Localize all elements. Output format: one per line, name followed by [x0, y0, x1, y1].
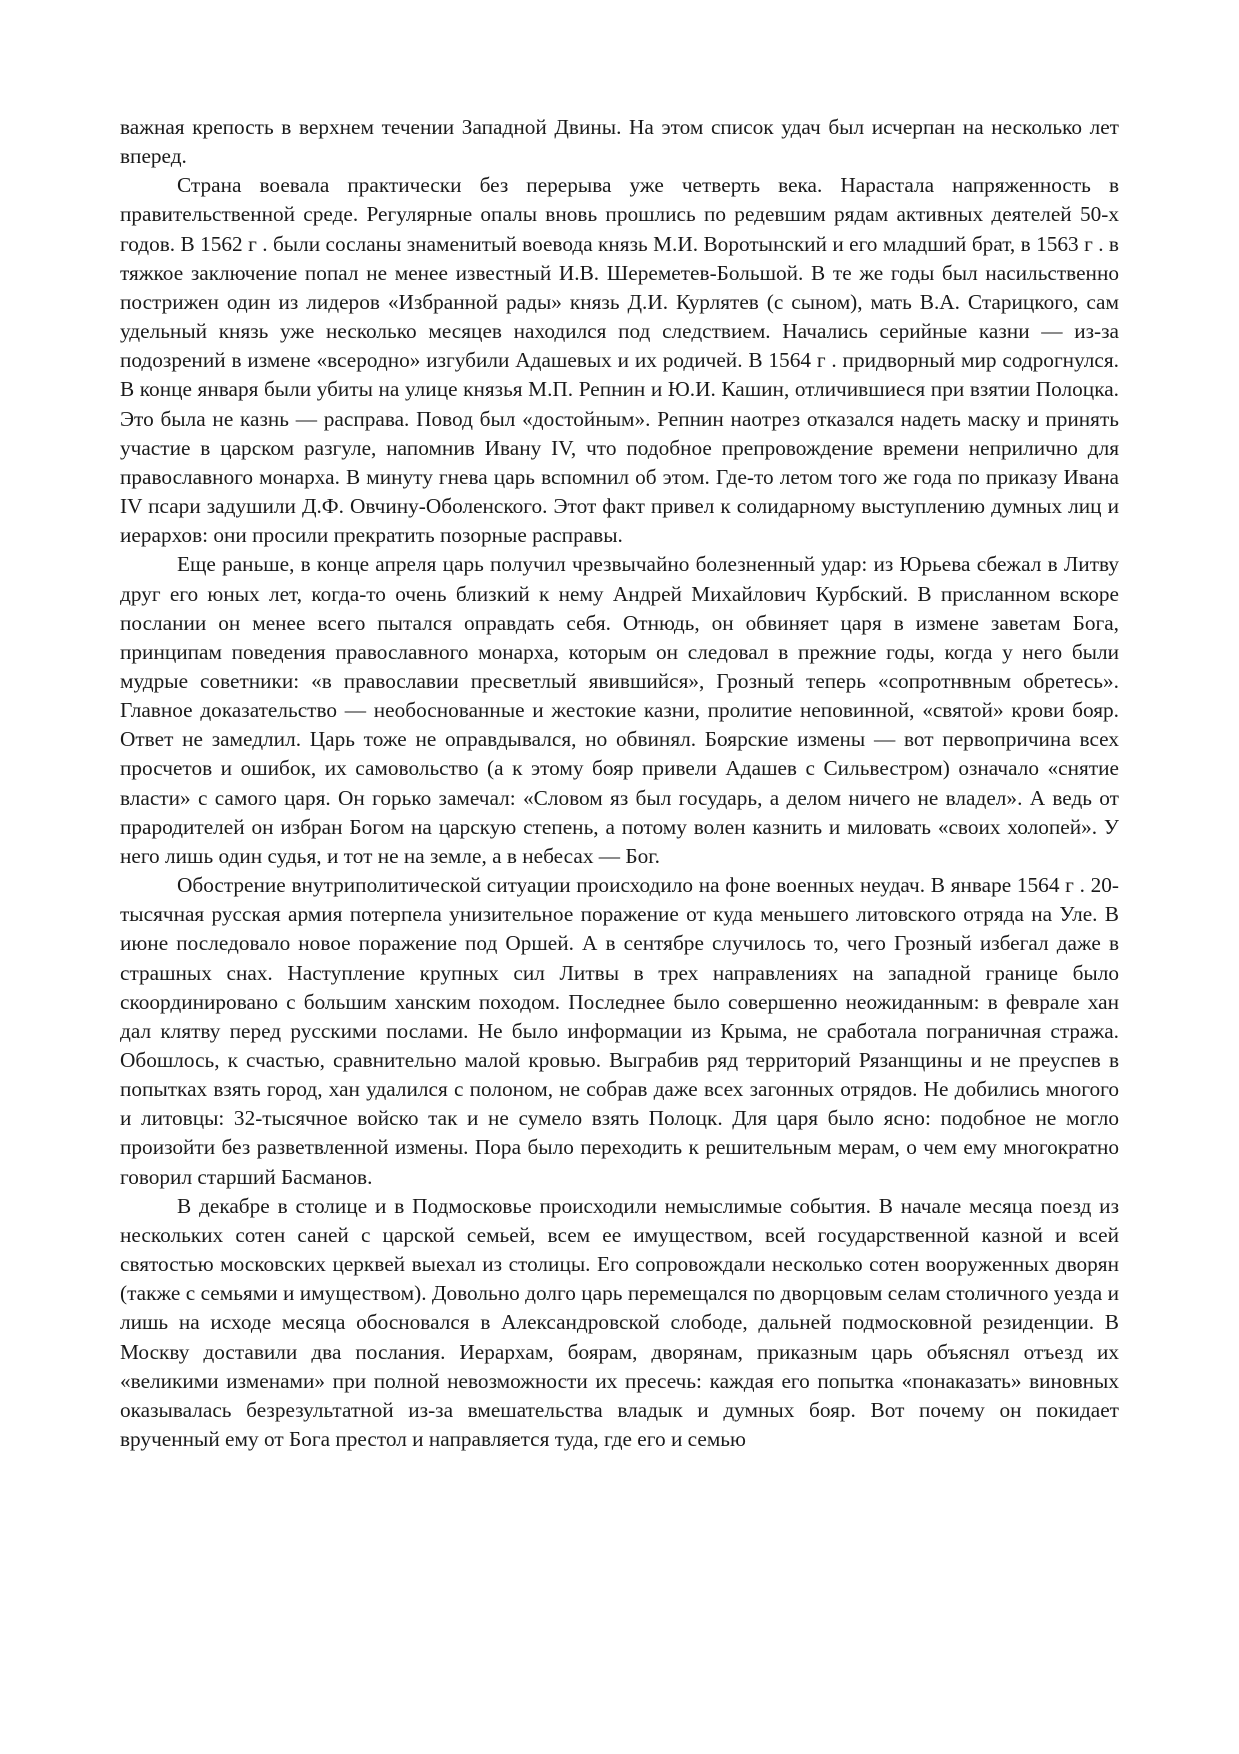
paragraph-4: Обострение внутриполитической ситуации происходило на фоне военных неудач. В январе 1564 г . 20-тысячная русская армия потерпела унизительное поражение от куда меньшего литовского отряда на Уле. В июне последовало новое поражение под Оршей. А в сентябре случилось то, чего Грозный избегал даже в страшных снах. Наступление крупных сил Литвы в трех направлениях на западной границе было скоординировано с большим ханским походом. Последнее было совершенно неожиданным: в феврале хан дал клятву перед русскими послами. Не было информации из Крыма, не сработала пограничная стража. Обошлось, к счастью, сравнительно малой кровью. Выграбив ряд территорий Рязанщины и не преуспев в попытках взять город, хан удалился с полоном, не собрав даже всех загонных отрядов. Не добились многого и литовцы: 32-тысячное войско так и не сумело взять Полоцк. Для царя было ясно: подобное не могло произойти без разветвленной измены. Пора было переходить к решительным мерам, о чем ему многократно говорил старший Басманов. — [120, 873, 1119, 1189]
body-text — [120, 113, 1119, 1454]
paragraph-2: Страна воевала практически без перерыва уже четверть века. Нарастала напряженность в правительственной среде. Регулярные опалы вновь прошлись по редевшим рядам активных деятелей 50-х годов. В 1562 г . были сосланы знаменитый воевода князь М.И. Воротынский и его младший брат, в 1563 г . в тяжкое заключение попал не менее известный И.В. Шереметев-Большой. В те же годы был насильственно пострижен один из лидеров «Избранной рады» князь Д.И. Курлятев (с сыном), мать В.А. Старицкого, сам удельный князь уже несколько месяцев находился под следствием. Начались серийные казни — из-за подозрений в измене «всеродно» изгубили Адашевых и их родичей. В 1564 г . придворный мир содрогнулся. В конце января были убиты на улице князья М.П. Репнин и Ю.И. Кашин, отличившиеся при взятии Полоцка. Это была не казнь — расправа. Повод был «достойным». Репнин наотрез отказался надеть маску и принять участие в царском разгуле, напомнив Ивану IV, что подобное препровождение времени неприлично для православного монарха. В минуту гнева царь вспомнил об этом. Где-то летом того же года по приказу Ивана IV псари задушили Д.Ф. Овчину-Оболенского. Этот факт привел к солидарному выступлению думных лиц и иерархов: они просили прекратить позорные расправы. — [120, 173, 1119, 548]
paragraph-5: В декабре в столице и в Подмосковье происходили немыслимые события. В начале месяца поезд из нескольких сотен саней с царской семьей, всем ее имуществом, всей государственной казной и всей святостью московских церквей выехал из столицы. Его сопровождали несколько сотен вооруженных дворян (также с семьями и имуществом). Довольно долго царь перемещался по дворцовым селам столичного уезда и лишь на исходе месяца обосновался в Александровской слободе, дальней подмосковной резиденции. В Москву доставили два послания. Иерархам, боярам, дворянам, приказным царь объяснял отъезд их «великими изменами» при полной невозможности их пресечь: каждая его попытка «понаказать» виновных оказывалась безрезультатной из-за вмешательства владык и думных бояр. Вот почему он покидает врученный ему от Бога престол и направляется туда, где его и семью — [120, 1193, 1119, 1452]
paragraph-1: важная крепость в верхнем течении Западной Двины. На этом список удач был исчерпан на несколько лет вперед. — [120, 115, 1119, 169]
paragraph-3: Еще раньше, в конце апреля царь получил чрезвычайно болезненный удар: из Юрьева сбежал в Литву друг его юных лет, когда-то очень близкий к нему Андрей Михайлович Курбский. В присланном вскоре послании он менее всего пытался оправдать себя. Отнюдь, он обвиняет царя в измене заветам Бога, принципам поведения православного монарха, которым он следовал в прежние годы, когда у него были мудрые советники: «в православии пресветлый явившийся», Грозный теперь «сопротнвным обретесь». Главное доказательство — необоснованные и жестокие казни, пролитие неповинной, «святой» крови бояр. Ответ не замедлил. Царь тоже не оправдывался, но обвинял. Боярские измены — вот первопричина всех просчетов и ошибок, их самовольство (а к этому бояр привели Адашев с Сильвестром) означало «снятие власти» с самого царя. Он горько замечал: «Словом яз был государь, а делом ничего не владел». А ведь от прародителей он избран Богом на царскую степень, а потому волен казнить и миловать «своих холопей». У него лишь один судья, и тот не на земле, а в небесах — Бог. — [120, 552, 1119, 868]
